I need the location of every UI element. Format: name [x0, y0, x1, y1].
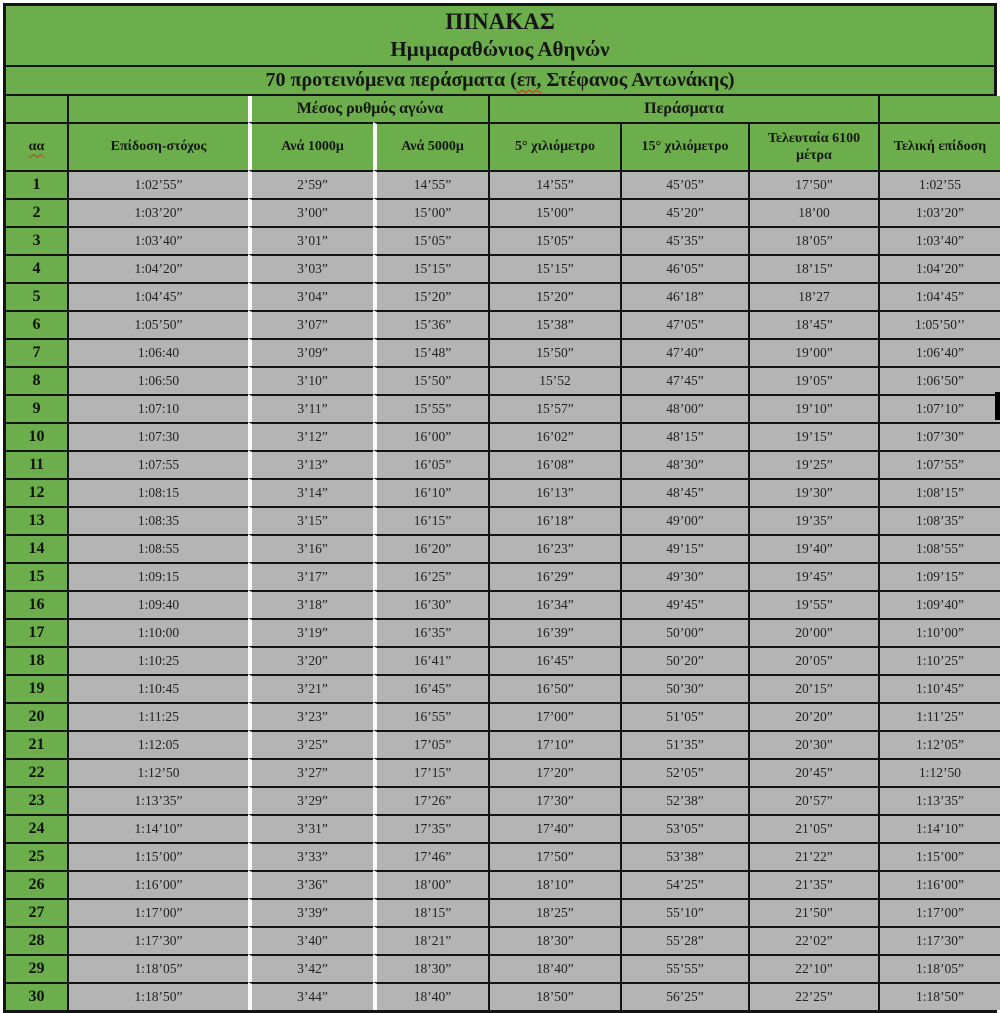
split-5km-cell: 15’20” — [488, 282, 620, 310]
target-time-cell: 1:16’00” — [67, 870, 248, 898]
title-block — [6, 6, 994, 67]
split-5km-cell: 15’00” — [488, 198, 620, 226]
group-header-row — [6, 96, 1000, 122]
target-time-cell: 1:10:25 — [67, 646, 248, 674]
split-15km-cell: 55’10” — [620, 898, 748, 926]
pace-5000m-cell: 15’05” — [373, 226, 488, 254]
row-number-cell: 20 — [6, 702, 67, 730]
pace-1000m-cell: 3’36” — [248, 870, 373, 898]
split-15km-cell: 49’15” — [620, 534, 748, 562]
pace-1000m-cell: 3’16” — [248, 534, 373, 562]
pace-1000m-cell: 3’18” — [248, 590, 373, 618]
pace-1000m-cell: 3’27” — [248, 758, 373, 786]
table-row — [6, 506, 1000, 534]
col-header-per-5000m: Ανά 5000μ — [373, 122, 488, 170]
pace-5000m-cell: 15’36” — [373, 310, 488, 338]
split-15km-cell: 52’38” — [620, 786, 748, 814]
final-time-cell: 1:04’45” — [878, 282, 1000, 310]
col-header-15th-km: 15° χιλιόμετρο — [620, 122, 748, 170]
target-time-cell: 1:18’05” — [67, 954, 248, 982]
target-time-cell: 1:07:10 — [67, 394, 248, 422]
table-row — [6, 366, 1000, 394]
final-time-cell: 1:10’45” — [878, 674, 1000, 702]
final-time-cell: 1:17’30” — [878, 926, 1000, 954]
final-time-cell: 1:09’15” — [878, 562, 1000, 590]
split-5km-cell: 18’50” — [488, 982, 620, 1010]
split-last-6100m-cell: 20’20” — [748, 702, 878, 730]
pace-1000m-cell: 3’03” — [248, 254, 373, 282]
split-last-6100m-cell: 19’40” — [748, 534, 878, 562]
col-header-5th-km: 5° χιλιόμετρο — [488, 122, 620, 170]
target-time-cell: 1:07:55 — [67, 450, 248, 478]
row-number-cell: 11 — [6, 450, 67, 478]
pace-5000m-cell: 15’15” — [373, 254, 488, 282]
row-number-cell: 12 — [6, 478, 67, 506]
pace-1000m-cell: 3’10” — [248, 366, 373, 394]
row-number-cell: 24 — [6, 814, 67, 842]
final-time-cell: 1:09’40” — [878, 590, 1000, 618]
pace-5000m-cell: 15’48” — [373, 338, 488, 366]
pace-1000m-cell: 3’01” — [248, 226, 373, 254]
table-row — [6, 814, 1000, 842]
row-number-cell: 6 — [6, 310, 67, 338]
pace-5000m-cell: 16’30” — [373, 590, 488, 618]
table-row — [6, 450, 1000, 478]
group-header-average-pace: Μέσος ρυθμός αγώνα — [248, 96, 488, 122]
final-time-cell: 1:02’55 — [878, 170, 1000, 198]
pace-1000m-cell: 3’00” — [248, 198, 373, 226]
column-header-row — [6, 122, 1000, 170]
split-last-6100m-cell: 17’50” — [748, 170, 878, 198]
target-time-cell: 1:14’10” — [67, 814, 248, 842]
split-15km-cell: 49’00” — [620, 506, 748, 534]
final-time-cell: 1:07’10” — [878, 394, 1000, 422]
table-row — [6, 310, 1000, 338]
split-15km-cell: 47’40” — [620, 338, 748, 366]
pace-1000m-cell: 3’13” — [248, 450, 373, 478]
final-time-cell: 1:15’00” — [878, 842, 1000, 870]
page-subtitle-event: Ημιμαραθώνιος Αθηνών — [390, 37, 610, 61]
target-time-cell: 1:06:40 — [67, 338, 248, 366]
split-5km-cell: 18’30” — [488, 926, 620, 954]
split-5km-cell: 16’29” — [488, 562, 620, 590]
pace-1000m-cell: 3’17” — [248, 562, 373, 590]
split-last-6100m-cell: 19’25” — [748, 450, 878, 478]
row-number-cell: 29 — [6, 954, 67, 982]
split-15km-cell: 45’20” — [620, 198, 748, 226]
split-5km-cell: 15’38” — [488, 310, 620, 338]
row-number-cell: 10 — [6, 422, 67, 450]
target-time-cell: 1:04’20” — [67, 254, 248, 282]
col-header-index: αα — [28, 139, 45, 155]
split-last-6100m-cell: 19’35” — [748, 506, 878, 534]
split-5km-cell: 16’08” — [488, 450, 620, 478]
table-row — [6, 618, 1000, 646]
group-header-empty-final — [878, 96, 1000, 122]
split-5km-cell: 16’34” — [488, 590, 620, 618]
final-time-cell: 1:05’50’’ — [878, 310, 1000, 338]
split-5km-cell: 17’10” — [488, 730, 620, 758]
split-15km-cell: 55’28” — [620, 926, 748, 954]
target-time-cell: 1:17’00” — [67, 898, 248, 926]
row-number-cell: 13 — [6, 506, 67, 534]
split-5km-cell: 17’00” — [488, 702, 620, 730]
split-15km-cell: 47’05” — [620, 310, 748, 338]
pace-5000m-cell: 16’15” — [373, 506, 488, 534]
split-last-6100m-cell: 19’45” — [748, 562, 878, 590]
split-last-6100m-cell: 19’30” — [748, 478, 878, 506]
table-row — [6, 758, 1000, 786]
split-last-6100m-cell: 20’57” — [748, 786, 878, 814]
split-5km-cell: 16’02” — [488, 422, 620, 450]
target-time-cell: 1:12:05 — [67, 730, 248, 758]
table-row — [6, 478, 1000, 506]
pace-5000m-cell: 17’46” — [373, 842, 488, 870]
split-15km-cell: 56’25” — [620, 982, 748, 1010]
table-row — [6, 198, 1000, 226]
split-last-6100m-cell: 18’05” — [748, 226, 878, 254]
split-last-6100m-cell: 21’35” — [748, 870, 878, 898]
target-time-cell: 1:06:50 — [67, 366, 248, 394]
table-row — [6, 226, 1000, 254]
split-5km-cell: 15’15” — [488, 254, 620, 282]
final-time-cell: 1:10’25” — [878, 646, 1000, 674]
pace-5000m-cell: 16’45” — [373, 674, 488, 702]
row-number-cell: 18 — [6, 646, 67, 674]
split-15km-cell: 54’25” — [620, 870, 748, 898]
row-number-cell: 27 — [6, 898, 67, 926]
target-time-cell: 1:15’00” — [67, 842, 248, 870]
table-body — [6, 170, 1000, 1010]
table-row — [6, 870, 1000, 898]
split-15km-cell: 53’38” — [620, 842, 748, 870]
row-number-cell: 17 — [6, 618, 67, 646]
group-header-empty-target — [67, 96, 248, 122]
table-row — [6, 338, 1000, 366]
row-number-cell: 21 — [6, 730, 67, 758]
target-time-cell: 1:08:55 — [67, 534, 248, 562]
table-row — [6, 898, 1000, 926]
split-5km-cell: 17’40” — [488, 814, 620, 842]
target-time-cell: 1:03’20” — [67, 198, 248, 226]
split-15km-cell: 49’30” — [620, 562, 748, 590]
pace-1000m-cell: 3’39” — [248, 898, 373, 926]
split-15km-cell: 55’55” — [620, 954, 748, 982]
row-number-cell: 25 — [6, 842, 67, 870]
target-time-cell: 1:13’35” — [67, 786, 248, 814]
final-time-cell: 1:06’40” — [878, 338, 1000, 366]
pace-1000m-cell: 3’40” — [248, 926, 373, 954]
table-row — [6, 590, 1000, 618]
target-time-cell: 1:07:30 — [67, 422, 248, 450]
group-header-splits: Περάσματα — [488, 96, 878, 122]
pace-5000m-cell: 17’35” — [373, 814, 488, 842]
target-time-cell: 1:03’40” — [67, 226, 248, 254]
pace-1000m-cell: 3’09” — [248, 338, 373, 366]
final-time-cell: 1:08’55” — [878, 534, 1000, 562]
pace-1000m-cell: 3’33” — [248, 842, 373, 870]
target-time-cell: 1:08:15 — [67, 478, 248, 506]
pace-5000m-cell: 14’55” — [373, 170, 488, 198]
row-number-cell: 26 — [6, 870, 67, 898]
row-number-cell: 4 — [6, 254, 67, 282]
split-5km-cell: 16’50” — [488, 674, 620, 702]
split-5km-cell: 17’50” — [488, 842, 620, 870]
split-15km-cell: 48’00” — [620, 394, 748, 422]
split-last-6100m-cell: 19’15” — [748, 422, 878, 450]
split-5km-cell: 16’23” — [488, 534, 620, 562]
pace-1000m-cell: 3’20” — [248, 646, 373, 674]
pace-5000m-cell: 16’10” — [373, 478, 488, 506]
row-number-cell: 3 — [6, 226, 67, 254]
pace-5000m-cell: 17’05” — [373, 730, 488, 758]
split-15km-cell: 48’45” — [620, 478, 748, 506]
target-time-cell: 1:10:00 — [67, 618, 248, 646]
split-15km-cell: 53’05” — [620, 814, 748, 842]
split-15km-cell: 45’05” — [620, 170, 748, 198]
split-15km-cell: 46’18” — [620, 282, 748, 310]
pace-5000m-cell: 15’00” — [373, 198, 488, 226]
final-time-cell: 1:11’25” — [878, 702, 1000, 730]
row-number-cell: 23 — [6, 786, 67, 814]
final-time-cell: 1:18’05” — [878, 954, 1000, 982]
split-last-6100m-cell: 20’15” — [748, 674, 878, 702]
final-time-cell: 1:06’50” — [878, 366, 1000, 394]
split-15km-cell: 52’05” — [620, 758, 748, 786]
split-last-6100m-cell: 18’15” — [748, 254, 878, 282]
row-number-cell: 16 — [6, 590, 67, 618]
table-row — [6, 534, 1000, 562]
caption-suffix: Στέφανος Αντωνάκης) — [541, 69, 735, 91]
target-time-cell: 1:18’50” — [67, 982, 248, 1010]
target-time-cell: 1:08:35 — [67, 506, 248, 534]
table-row — [6, 982, 1000, 1010]
pace-5000m-cell: 15’50” — [373, 366, 488, 394]
split-5km-cell: 18’25” — [488, 898, 620, 926]
pace-5000m-cell: 16’00” — [373, 422, 488, 450]
final-time-cell: 1:08’35” — [878, 506, 1000, 534]
target-time-cell: 1:09:40 — [67, 590, 248, 618]
split-last-6100m-cell: 21’05” — [748, 814, 878, 842]
group-header-empty-aa — [6, 96, 67, 122]
final-time-cell: 1:17’00” — [878, 898, 1000, 926]
split-15km-cell: 48’15” — [620, 422, 748, 450]
split-5km-cell: 18’40” — [488, 954, 620, 982]
split-5km-cell: 16’39” — [488, 618, 620, 646]
split-5km-cell: 17’20” — [488, 758, 620, 786]
pace-5000m-cell: 16’20” — [373, 534, 488, 562]
split-5km-cell: 15’57” — [488, 394, 620, 422]
split-15km-cell: 51’05” — [620, 702, 748, 730]
pace-table-sheet — [3, 3, 997, 1013]
target-time-cell: 1:12’50 — [67, 758, 248, 786]
table-row — [6, 842, 1000, 870]
split-last-6100m-cell: 19’55” — [748, 590, 878, 618]
final-time-cell: 1:12’05” — [878, 730, 1000, 758]
final-time-cell: 1:07’30” — [878, 422, 1000, 450]
target-time-cell: 1:11:25 — [67, 702, 248, 730]
row-number-cell: 8 — [6, 366, 67, 394]
split-15km-cell: 48’30” — [620, 450, 748, 478]
final-time-cell: 1:03’20” — [878, 198, 1000, 226]
table-row — [6, 702, 1000, 730]
split-5km-cell: 16’13” — [488, 478, 620, 506]
right-edge-artifact — [995, 392, 1000, 420]
pace-5000m-cell: 16’55” — [373, 702, 488, 730]
pace-1000m-cell: 3’11” — [248, 394, 373, 422]
split-last-6100m-cell: 19’00” — [748, 338, 878, 366]
pace-1000m-cell: 3’14” — [248, 478, 373, 506]
split-15km-cell: 50’20” — [620, 646, 748, 674]
final-time-cell: 1:13’35” — [878, 786, 1000, 814]
pace-1000m-cell: 3’19” — [248, 618, 373, 646]
split-5km-cell: 16’45” — [488, 646, 620, 674]
pace-1000m-cell: 3’31” — [248, 814, 373, 842]
split-last-6100m-cell: 22’10” — [748, 954, 878, 982]
table-caption — [6, 67, 994, 96]
target-time-cell: 1:04’45” — [67, 282, 248, 310]
pace-5000m-cell: 15’55” — [373, 394, 488, 422]
table-row — [6, 786, 1000, 814]
pace-5000m-cell: 15’20” — [373, 282, 488, 310]
split-5km-cell: 18’10” — [488, 870, 620, 898]
split-5km-cell: 16’18” — [488, 506, 620, 534]
table-row — [6, 954, 1000, 982]
table-row — [6, 254, 1000, 282]
page-title: ΠΙΝΑΚΑΣ — [445, 9, 555, 34]
pace-5000m-cell: 16’41” — [373, 646, 488, 674]
split-15km-cell: 50’00” — [620, 618, 748, 646]
final-time-cell: 1:08’15” — [878, 478, 1000, 506]
row-number-cell: 7 — [6, 338, 67, 366]
table-row — [6, 730, 1000, 758]
row-number-cell: 9 — [6, 394, 67, 422]
table-row — [6, 926, 1000, 954]
split-last-6100m-cell: 19’05” — [748, 366, 878, 394]
col-header-final-time: Τελική επίδοση — [878, 122, 1000, 170]
split-last-6100m-cell: 21’22” — [748, 842, 878, 870]
target-time-cell: 1:05’50” — [67, 310, 248, 338]
pace-5000m-cell: 17’26” — [373, 786, 488, 814]
split-last-6100m-cell: 20’45” — [748, 758, 878, 786]
table-row — [6, 562, 1000, 590]
target-time-cell: 1:17’30” — [67, 926, 248, 954]
pace-1000m-cell: 3’12” — [248, 422, 373, 450]
caption-flagged-word: επ, — [516, 69, 542, 91]
pace-1000m-cell: 3’29” — [248, 786, 373, 814]
row-number-cell: 5 — [6, 282, 67, 310]
split-15km-cell: 50’30” — [620, 674, 748, 702]
split-15km-cell: 51’35” — [620, 730, 748, 758]
pace-table — [6, 96, 1000, 1010]
row-number-cell: 19 — [6, 674, 67, 702]
row-number-cell: 14 — [6, 534, 67, 562]
split-15km-cell: 46’05” — [620, 254, 748, 282]
row-number-cell: 1 — [6, 170, 67, 198]
final-time-cell: 1:04’20” — [878, 254, 1000, 282]
pace-1000m-cell: 3’15” — [248, 506, 373, 534]
split-last-6100m-cell: 20’30” — [748, 730, 878, 758]
table-row — [6, 394, 1000, 422]
pace-1000m-cell: 3’21” — [248, 674, 373, 702]
col-header-per-1000m: Ανά 1000μ — [248, 122, 373, 170]
final-time-cell: 1:03’40” — [878, 226, 1000, 254]
split-5km-cell: 17’30” — [488, 786, 620, 814]
split-last-6100m-cell: 18’45” — [748, 310, 878, 338]
row-number-cell: 30 — [6, 982, 67, 1010]
pace-5000m-cell: 16’35” — [373, 618, 488, 646]
split-last-6100m-cell: 20’05” — [748, 646, 878, 674]
col-header-target-time: Επίδοση-στόχος — [67, 122, 248, 170]
row-number-cell: 28 — [6, 926, 67, 954]
caption-prefix: 70 προτεινόμενα περάσματα ( — [265, 69, 517, 91]
split-last-6100m-cell: 22’25” — [748, 982, 878, 1010]
final-time-cell: 1:16’00” — [878, 870, 1000, 898]
final-time-cell: 1:18’50” — [878, 982, 1000, 1010]
pace-5000m-cell: 16’25” — [373, 562, 488, 590]
final-time-cell: 1:07’55” — [878, 450, 1000, 478]
final-time-cell: 1:12’50 — [878, 758, 1000, 786]
split-last-6100m-cell: 21’50” — [748, 898, 878, 926]
split-15km-cell: 45’35” — [620, 226, 748, 254]
pace-5000m-cell: 18’30” — [373, 954, 488, 982]
target-time-cell: 1:10:45 — [67, 674, 248, 702]
pace-5000m-cell: 18’15” — [373, 898, 488, 926]
split-5km-cell: 15’05” — [488, 226, 620, 254]
table-row — [6, 282, 1000, 310]
col-header-last-6100m: Τελευταία 6100 μέτρα — [748, 122, 878, 170]
split-15km-cell: 47’45” — [620, 366, 748, 394]
pace-1000m-cell: 3’23” — [248, 702, 373, 730]
table-row — [6, 170, 1000, 198]
table-row — [6, 422, 1000, 450]
split-last-6100m-cell: 18’27 — [748, 282, 878, 310]
row-number-cell: 22 — [6, 758, 67, 786]
pace-5000m-cell: 18’40” — [373, 982, 488, 1010]
target-time-cell: 1:02’55” — [67, 170, 248, 198]
pace-5000m-cell: 18’21” — [373, 926, 488, 954]
split-last-6100m-cell: 18’00 — [748, 198, 878, 226]
row-number-cell: 2 — [6, 198, 67, 226]
split-last-6100m-cell: 22’02” — [748, 926, 878, 954]
pace-1000m-cell: 3’04” — [248, 282, 373, 310]
pace-1000m-cell: 3’07” — [248, 310, 373, 338]
split-5km-cell: 14’55” — [488, 170, 620, 198]
split-last-6100m-cell: 20’00” — [748, 618, 878, 646]
pace-1000m-cell: 3’25” — [248, 730, 373, 758]
split-15km-cell: 49’45” — [620, 590, 748, 618]
pace-5000m-cell: 18’00” — [373, 870, 488, 898]
pace-1000m-cell: 3’42” — [248, 954, 373, 982]
table-row — [6, 646, 1000, 674]
row-number-cell: 15 — [6, 562, 67, 590]
pace-5000m-cell: 17’15” — [373, 758, 488, 786]
pace-5000m-cell: 16’05” — [373, 450, 488, 478]
split-5km-cell: 15’52 — [488, 366, 620, 394]
target-time-cell: 1:09:15 — [67, 562, 248, 590]
split-5km-cell: 15’50” — [488, 338, 620, 366]
final-time-cell: 1:10’00” — [878, 618, 1000, 646]
table-row — [6, 674, 1000, 702]
pace-1000m-cell: 3’44” — [248, 982, 373, 1010]
split-last-6100m-cell: 19’10” — [748, 394, 878, 422]
final-time-cell: 1:14’10” — [878, 814, 1000, 842]
pace-1000m-cell: 2’59” — [248, 170, 373, 198]
